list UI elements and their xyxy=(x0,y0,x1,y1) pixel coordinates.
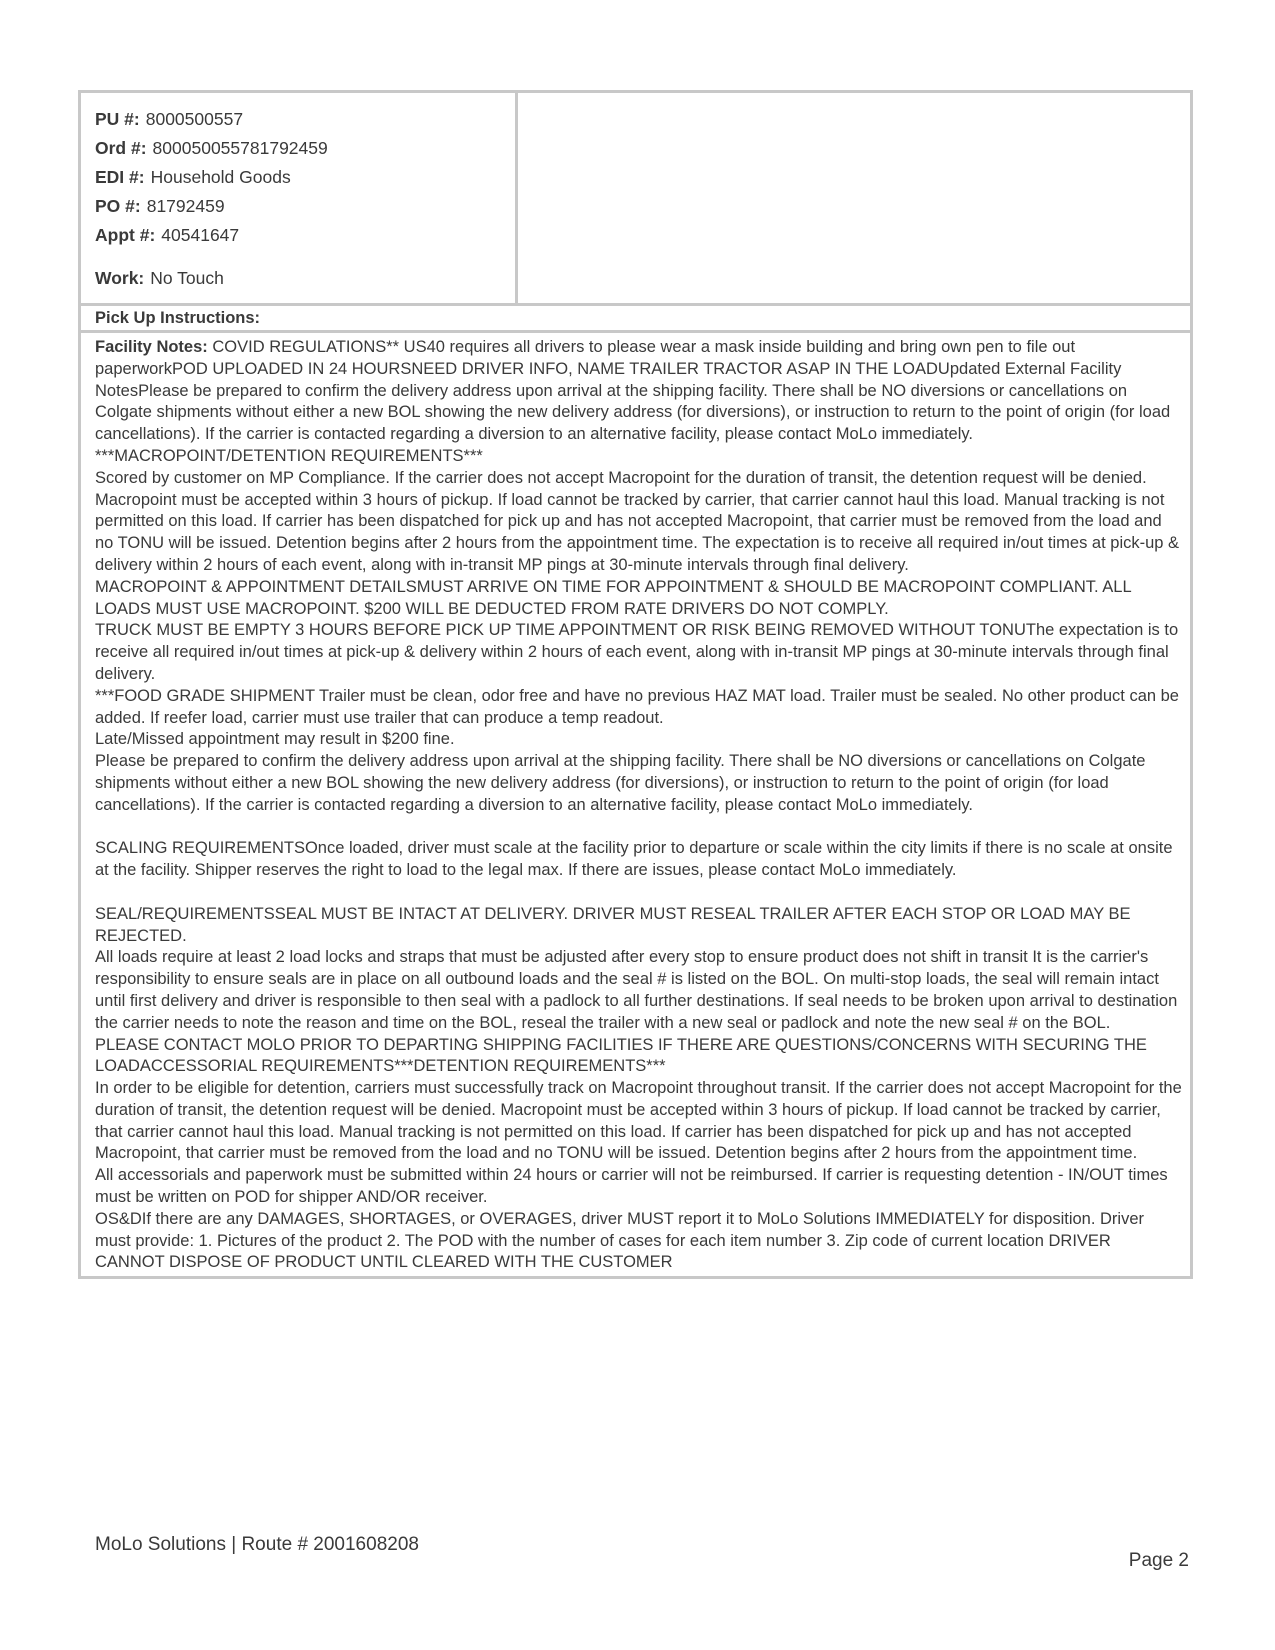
edi-number-label: EDI #: xyxy=(95,167,145,187)
reference-fields xyxy=(81,93,518,303)
load-details-frame xyxy=(78,90,1193,1279)
facility-notes-label: Facility Notes: xyxy=(95,338,208,356)
note-paragraph: SEAL/REQUIREMENTSSEAL MUST BE INTACT AT DELIVERY. DRIVER MUST RESEAL TRAILER AFTER EACH STOP OR LOAD MAY BE REJECTED. xyxy=(95,904,1131,945)
edi-number-value: Household Goods xyxy=(150,167,291,187)
reference-row xyxy=(81,93,1190,306)
po-number-value: 81792459 xyxy=(146,196,225,216)
note-paragraph: MACROPOINT & APPOINTMENT DETAILSMUST ARRIVE ON TIME FOR APPOINTMENT & SHOULD BE MACROPOINT COMPLIANT. ALL LOADS MUST USE MACROPOINT. $200 WILL BE DEDUCTED FROM RATE DRIVERS DO NOT COMPLY. xyxy=(95,577,1132,618)
note-paragraph: ***MACROPOINT/DETENTION REQUIREMENTS*** xyxy=(95,446,483,465)
footer-route: MoLo Solutions | Route # 2001608208 xyxy=(95,1534,419,1555)
note-paragraph: ***FOOD GRADE SHIPMENT Trailer must be clean, odor free and have no previous HAZ MAT load. Trailer must be sealed. No other product can be added. If reefer load, carrier must use trailer that can produce a temp readout. xyxy=(95,686,1179,727)
note-paragraph: SCALING REQUIREMENTSOnce loaded, driver must scale at the facility prior to departure or scale within the city limits if there is no scale at onsite at the facility. Shipper reserves the right to load to the legal max. If there are issues, please contact MoLo immediately. xyxy=(95,839,1173,880)
page-number: Page 2 xyxy=(1128,1550,1189,1571)
appt-number-field xyxy=(95,221,515,250)
pickup-instructions-heading: Pick Up Instructions: xyxy=(81,306,1190,333)
empty-cell xyxy=(518,93,1190,303)
note-paragraph: Late/Missed appointment may result in $200 fine. xyxy=(95,730,455,749)
note-text: COVID REGULATIONS** US40 requires all drivers to please wear a mask inside building and bring own pen to file out paperworkPOD UPLOADED IN 24 HOURSNEED DRIVER INFO, NAME TRAILER TRACTOR ASAP IN THE LOADUpdated External Facility NotesPlease be prepared to confirm the delivery address upon arrival at the shipping facility. There shall be NO diversions or cancellations on Colgate shipments without either a new BOL showing the new delivery address (for diversions), or instruction to return to the point of origin (for load cancellations). If the carrier is contacted regarding a diversion to an alternative facility, please contact MoLo immediately. xyxy=(95,338,1171,444)
note-paragraph: All accessorials and paperwork must be submitted within 24 hours or carrier will not be reimbursed. If carrier is requesting detention - IN/OUT times must be written on POD for shipper AND/OR receiver. xyxy=(95,1166,1168,1207)
facility-notes xyxy=(81,333,1190,1276)
order-number-label: Ord #: xyxy=(95,138,147,158)
note-paragraph: TRUCK MUST BE EMPTY 3 HOURS BEFORE PICK UP TIME APPOINTMENT OR RISK BEING REMOVED WITHOUT TONUThe expectation is to receive all required in/out times at pick-up & delivery within 2 hours of each event, along with in-transit MP pings at 30-minute intervals through final delivery. xyxy=(95,621,1179,683)
work-field xyxy=(95,264,515,293)
po-number-field xyxy=(95,192,515,221)
note-paragraph: OS&DIf there are any DAMAGES, SHORTAGES, or OVERAGES, driver MUST report it to MoLo Solutions IMMEDIATELY for disposition. Driver must provide: 1. Pictures of the product 2. The POD with the number of cases for each item number 3. Zip code of current location DRIVER CANNOT DISPOSE OF PRODUCT UNTIL CLEARED WITH THE CUSTOMER xyxy=(95,1209,1145,1272)
note-paragraph xyxy=(95,337,1184,446)
appt-number-label: Appt #: xyxy=(95,225,156,245)
pu-number-label: PU #: xyxy=(95,109,140,129)
work-label: Work: xyxy=(95,268,145,288)
order-number-field xyxy=(95,134,515,163)
note-paragraph: All loads require at least 2 load locks and straps that must be adjusted after every stop to ensure product does not shift in transit It is the carrier's responsibility to ensure seals are in place on all outbound loads and the seal # is listed on the BOL. On multi-stop loads, the seal will remain intact until first delivery and driver is responsible to then seal with a padlock to all further destinations. If seal needs to be broken upon arrival to destination the carrier needs to note the reason and time on the BOL, reseal the trailer with a new seal or padlock and note the new seal # on the BOL. xyxy=(95,948,1178,1032)
work-value: No Touch xyxy=(150,268,224,288)
note-paragraph: Please be prepared to confirm the delivery address upon arrival at the shipping facility. There shall be NO diversions or cancellations on Colgate shipments without either a new BOL showing the new delivery address (for diversions), or instruction to return to the point of origin (for load cancellations). If the carrier is contacted regarding a diversion to an alternative facility, please contact MoLo immediately. xyxy=(95,752,1146,814)
appt-number-value: 40541647 xyxy=(161,225,240,245)
note-paragraph: Scored by customer on MP Compliance. If the carrier does not accept Macropoint for the duration of transit, the detention request will be denied. Macropoint must be accepted within 3 hours of pickup. If load cannot be tracked by carrier, that carrier cannot haul this load. Manual tracking is not permitted on this load. If carrier has been dispatched for pick up and has not accepted Macropoint, that carrier must be removed from the load and no TONU will be issued. Detention begins after 2 hours from the appointment time. The expectation is to receive all required in/out times at pick-up & delivery within 2 hours of each event, along with in-transit MP pings at 30-minute intervals through final delivery. xyxy=(95,468,1180,574)
pu-number-field xyxy=(95,105,515,134)
edi-number-field xyxy=(95,163,515,192)
note-paragraph: In order to be eligible for detention, carriers must successfully track on Macropoint throughout transit. If the carrier does not accept Macropoint for the duration of transit, the detention request will be denied. Macropoint must be accepted within 3 hours of pickup. If load cannot be tracked by carrier, that carrier cannot haul this load. Manual tracking is not permitted on this load. If carrier has been dispatched for pick up and has not accepted Macropoint, that carrier must be removed from the load and no TONU will be issued. Detention begins after 2 hours from the appointment time. xyxy=(95,1079,1182,1163)
po-number-label: PO #: xyxy=(95,196,141,216)
order-number-value: 800050055781792459 xyxy=(152,138,328,158)
note-paragraph: PLEASE CONTACT MOLO PRIOR TO DEPARTING SHIPPING FACILITIES IF THERE ARE QUESTIONS/CONCERNS WITH SECURING THE LOADACCESSORIAL REQUIREMENTS***DETENTION REQUIREMENTS*** xyxy=(95,1035,1147,1076)
pu-number-value: 8000500557 xyxy=(145,109,244,129)
